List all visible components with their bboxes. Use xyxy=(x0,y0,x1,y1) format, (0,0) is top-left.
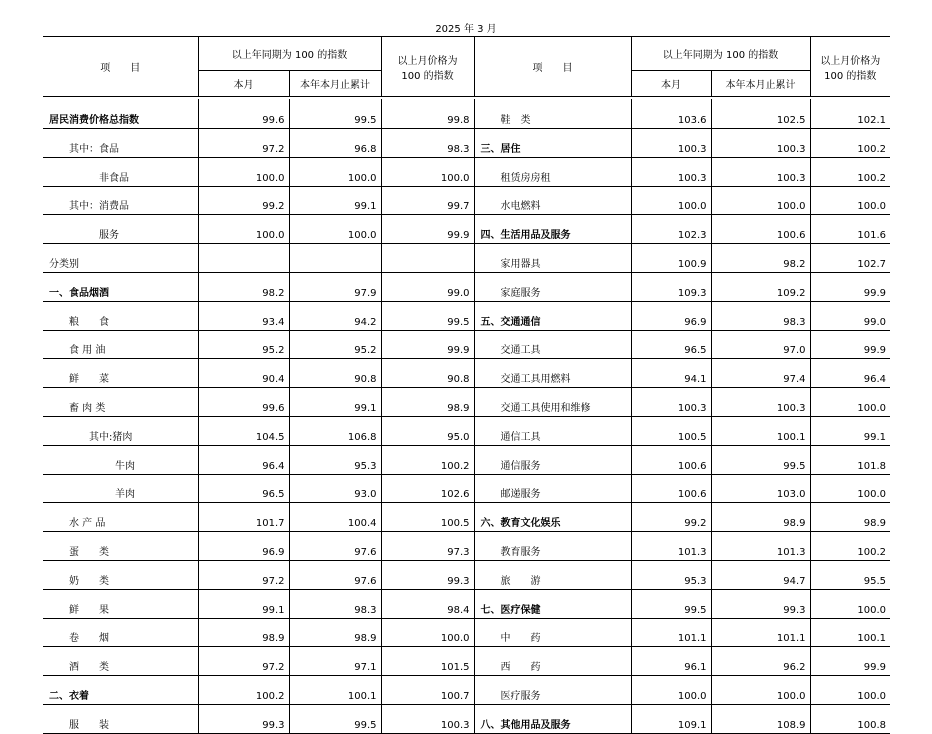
value-right-m: 101.1 xyxy=(631,618,711,647)
value-right-c: 101.1 xyxy=(711,618,810,647)
row-label-left: 服务 xyxy=(43,215,198,244)
value-left-c: 97.6 xyxy=(289,532,381,561)
table-row xyxy=(43,272,890,301)
value-right-m: 109.1 xyxy=(631,704,711,733)
value-left-p: 100.7 xyxy=(381,676,474,705)
row-label-left: 奶 类 xyxy=(43,560,198,589)
table-row xyxy=(43,474,890,503)
row-label-right: 中 药 xyxy=(474,618,631,647)
value-right-m: 102.3 xyxy=(631,215,711,244)
value-left-c xyxy=(289,244,381,273)
value-left-c: 97.6 xyxy=(289,560,381,589)
table-row xyxy=(43,244,890,273)
row-label-right: 交通工具用燃料 xyxy=(474,359,631,388)
value-left-c: 97.9 xyxy=(289,272,381,301)
value-left-m: 90.4 xyxy=(198,359,289,388)
row-label-right: 租赁房房租 xyxy=(474,157,631,186)
value-left-c: 100.0 xyxy=(289,215,381,244)
table-row xyxy=(43,503,890,532)
value-left-p: 99.9 xyxy=(381,215,474,244)
value-right-m: 100.0 xyxy=(631,186,711,215)
row-label-left: 牛肉 xyxy=(43,445,198,474)
row-label-right: 鞋 类 xyxy=(474,99,631,129)
row-label-right: 旅 游 xyxy=(474,560,631,589)
value-right-p: 100.2 xyxy=(810,157,890,186)
table-row xyxy=(43,99,890,129)
value-left-m: 100.0 xyxy=(198,215,289,244)
row-label-right: 七、医疗保健 xyxy=(474,589,631,618)
value-left-p: 100.3 xyxy=(381,704,474,733)
header-cumulative-right: 本年本月止累计 xyxy=(711,71,810,97)
value-right-m: 100.9 xyxy=(631,244,711,273)
value-right-m: 100.6 xyxy=(631,474,711,503)
header-mom-line1: 以上月价格为 xyxy=(397,55,458,67)
value-right-m: 96.1 xyxy=(631,647,711,676)
header-cumulative-left: 本年本月止累计 xyxy=(289,71,381,97)
value-right-p: 99.9 xyxy=(810,330,890,359)
value-right-c: 99.3 xyxy=(711,589,810,618)
table-row xyxy=(43,560,890,589)
value-left-m: 100.0 xyxy=(198,157,289,186)
row-label-left: 水 产 品 xyxy=(43,503,198,532)
value-right-p: 99.0 xyxy=(810,301,890,330)
table-row xyxy=(43,618,890,647)
value-right-c: 98.3 xyxy=(711,301,810,330)
value-right-m: 100.3 xyxy=(631,388,711,417)
row-label-left: 其中:猪肉 xyxy=(43,416,198,445)
value-left-m: 97.2 xyxy=(198,560,289,589)
report-date: 2025 年 3 月 xyxy=(435,24,497,35)
table-row xyxy=(43,330,890,359)
value-right-c: 99.5 xyxy=(711,445,810,474)
value-left-c: 98.9 xyxy=(289,618,381,647)
value-left-p: 99.9 xyxy=(381,330,474,359)
value-right-p: 99.1 xyxy=(810,416,890,445)
row-label-left: 一、食品烟酒 xyxy=(43,272,198,301)
value-right-p: 100.2 xyxy=(810,129,890,158)
table-row xyxy=(43,676,890,705)
row-label-right: 交通工具 xyxy=(474,330,631,359)
header-mom-line1: 以上月价格为 xyxy=(820,55,881,67)
value-right-c: 102.5 xyxy=(711,99,810,129)
row-label-right: 水电燃料 xyxy=(474,186,631,215)
value-left-p: 100.0 xyxy=(381,618,474,647)
value-left-p: 99.0 xyxy=(381,272,474,301)
header-mom-right xyxy=(810,37,890,97)
value-right-c: 100.0 xyxy=(711,186,810,215)
value-right-c: 96.2 xyxy=(711,647,810,676)
value-left-c: 100.0 xyxy=(289,157,381,186)
value-right-p: 101.6 xyxy=(810,215,890,244)
row-label-left: 粮 食 xyxy=(43,301,198,330)
header-this-month-right: 本月 xyxy=(631,71,711,97)
value-left-c: 98.3 xyxy=(289,589,381,618)
value-left-p: 99.5 xyxy=(381,301,474,330)
value-left-m: 97.2 xyxy=(198,647,289,676)
value-left-p: 102.6 xyxy=(381,474,474,503)
value-right-p: 100.0 xyxy=(810,186,890,215)
table-row xyxy=(43,215,890,244)
value-right-m: 109.3 xyxy=(631,272,711,301)
value-right-m: 96.5 xyxy=(631,330,711,359)
value-left-m: 99.6 xyxy=(198,99,289,129)
value-right-p: 100.0 xyxy=(810,474,890,503)
value-left-p: 99.3 xyxy=(381,560,474,589)
value-left-c: 99.1 xyxy=(289,186,381,215)
value-left-m: 98.2 xyxy=(198,272,289,301)
row-label-left: 分类别 xyxy=(43,244,198,273)
value-right-p: 98.9 xyxy=(810,503,890,532)
value-left-m: 99.1 xyxy=(198,589,289,618)
value-right-p: 102.7 xyxy=(810,244,890,273)
value-left-m: 101.7 xyxy=(198,503,289,532)
value-left-p: 101.5 xyxy=(381,647,474,676)
value-left-c: 93.0 xyxy=(289,474,381,503)
value-right-p: 99.9 xyxy=(810,272,890,301)
value-right-m: 100.3 xyxy=(631,157,711,186)
row-label-left: 其中：消费品 xyxy=(43,186,198,215)
row-label-left: 居民消费价格总指数 xyxy=(43,99,198,129)
value-right-m: 100.3 xyxy=(631,129,711,158)
table-row xyxy=(43,129,890,158)
row-label-left: 非食品 xyxy=(43,157,198,186)
row-label-right: 通信工具 xyxy=(474,416,631,445)
value-right-c: 97.4 xyxy=(711,359,810,388)
value-right-c: 100.3 xyxy=(711,388,810,417)
value-left-c: 90.8 xyxy=(289,359,381,388)
value-right-m: 100.5 xyxy=(631,416,711,445)
row-label-right: 西 药 xyxy=(474,647,631,676)
value-right-p: 100.0 xyxy=(810,676,890,705)
row-label-right: 教育服务 xyxy=(474,532,631,561)
value-left-c: 94.2 xyxy=(289,301,381,330)
value-left-m: 98.9 xyxy=(198,618,289,647)
row-label-left: 蛋 类 xyxy=(43,532,198,561)
table-row xyxy=(43,647,890,676)
value-left-p: 98.3 xyxy=(381,129,474,158)
header-mom-line2: 100 的指数 xyxy=(401,70,454,82)
row-label-right: 六、教育文化娱乐 xyxy=(474,503,631,532)
value-left-m: 96.5 xyxy=(198,474,289,503)
value-right-m: 101.3 xyxy=(631,532,711,561)
value-right-c: 100.6 xyxy=(711,215,810,244)
value-left-m: 96.9 xyxy=(198,532,289,561)
value-right-p: 101.8 xyxy=(810,445,890,474)
value-right-c: 98.2 xyxy=(711,244,810,273)
table-header xyxy=(43,37,890,97)
value-right-m: 99.2 xyxy=(631,503,711,532)
value-left-p: 95.0 xyxy=(381,416,474,445)
row-label-left: 卷 烟 xyxy=(43,618,198,647)
table-row xyxy=(43,186,890,215)
header-yoy-left: 以上年同期为 100 的指数 xyxy=(198,37,381,71)
value-left-p: 100.2 xyxy=(381,445,474,474)
value-right-m: 99.5 xyxy=(631,589,711,618)
value-left-c: 100.4 xyxy=(289,503,381,532)
value-left-m: 97.2 xyxy=(198,129,289,158)
table-row xyxy=(43,445,890,474)
value-left-p: 97.3 xyxy=(381,532,474,561)
value-right-c: 100.3 xyxy=(711,129,810,158)
value-right-p: 96.4 xyxy=(810,359,890,388)
table-row xyxy=(43,388,890,417)
value-right-c: 101.3 xyxy=(711,532,810,561)
value-left-m: 99.3 xyxy=(198,704,289,733)
value-right-p: 102.1 xyxy=(810,99,890,129)
value-right-p: 100.1 xyxy=(810,618,890,647)
value-left-c: 100.1 xyxy=(289,676,381,705)
row-label-left: 服 装 xyxy=(43,704,198,733)
row-label-right: 三、居住 xyxy=(474,129,631,158)
value-right-c: 97.0 xyxy=(711,330,810,359)
value-right-p: 99.9 xyxy=(810,647,890,676)
value-right-p: 100.2 xyxy=(810,532,890,561)
value-left-p xyxy=(381,244,474,273)
value-left-p: 98.9 xyxy=(381,388,474,417)
value-right-m: 100.6 xyxy=(631,445,711,474)
row-label-left: 鲜 果 xyxy=(43,589,198,618)
value-left-m: 99.6 xyxy=(198,388,289,417)
header-yoy-right: 以上年同期为 100 的指数 xyxy=(631,37,810,71)
value-left-p: 99.7 xyxy=(381,186,474,215)
value-left-c: 96.8 xyxy=(289,129,381,158)
header-this-month-left: 本月 xyxy=(198,71,289,97)
value-right-c: 98.9 xyxy=(711,503,810,532)
value-right-c: 100.0 xyxy=(711,676,810,705)
table-row xyxy=(43,589,890,618)
value-left-m: 93.4 xyxy=(198,301,289,330)
value-left-p: 98.4 xyxy=(381,589,474,618)
header-mom-left xyxy=(381,37,474,97)
row-label-left: 鲜 菜 xyxy=(43,359,198,388)
table-row xyxy=(43,359,890,388)
value-right-p: 100.8 xyxy=(810,704,890,733)
value-right-p: 95.5 xyxy=(810,560,890,589)
table-row xyxy=(43,416,890,445)
value-left-c: 95.3 xyxy=(289,445,381,474)
value-left-m: 95.2 xyxy=(198,330,289,359)
row-label-right: 五、交通通信 xyxy=(474,301,631,330)
value-right-m: 94.1 xyxy=(631,359,711,388)
row-label-left: 二、衣着 xyxy=(43,676,198,705)
row-label-left: 食 用 油 xyxy=(43,330,198,359)
row-label-right: 邮递服务 xyxy=(474,474,631,503)
row-label-right: 医疗服务 xyxy=(474,676,631,705)
value-left-c: 95.2 xyxy=(289,330,381,359)
row-label-left: 畜 肉 类 xyxy=(43,388,198,417)
value-left-m: 100.2 xyxy=(198,676,289,705)
value-left-c: 99.5 xyxy=(289,704,381,733)
value-left-p: 100.0 xyxy=(381,157,474,186)
value-left-p: 99.8 xyxy=(381,99,474,129)
row-label-left: 羊肉 xyxy=(43,474,198,503)
value-right-m: 95.3 xyxy=(631,560,711,589)
row-label-left: 酒 类 xyxy=(43,647,198,676)
row-label-right: 交通工具使用和维修 xyxy=(474,388,631,417)
value-left-c: 99.5 xyxy=(289,99,381,129)
table-row xyxy=(43,301,890,330)
row-label-right: 八、其他用品及服务 xyxy=(474,704,631,733)
row-label-right: 通信服务 xyxy=(474,445,631,474)
value-right-m: 96.9 xyxy=(631,301,711,330)
value-right-c: 100.3 xyxy=(711,157,810,186)
table-row xyxy=(43,157,890,186)
table-row xyxy=(43,532,890,561)
value-left-c: 99.1 xyxy=(289,388,381,417)
header-mom-line2: 100 的指数 xyxy=(824,70,877,82)
value-left-c: 106.8 xyxy=(289,416,381,445)
value-left-c: 97.1 xyxy=(289,647,381,676)
row-label-left: 其中：食品 xyxy=(43,129,198,158)
header-item-right: 项 目 xyxy=(474,37,631,97)
value-right-c: 100.1 xyxy=(711,416,810,445)
value-right-p: 100.0 xyxy=(810,388,890,417)
header-item-left: 项 目 xyxy=(43,37,198,97)
value-left-m: 104.5 xyxy=(198,416,289,445)
value-right-c: 103.0 xyxy=(711,474,810,503)
value-left-m: 96.4 xyxy=(198,445,289,474)
value-right-m: 100.0 xyxy=(631,676,711,705)
row-label-right: 家用器具 xyxy=(474,244,631,273)
table-body xyxy=(43,97,890,734)
table-row xyxy=(43,704,890,733)
value-right-p: 100.0 xyxy=(810,589,890,618)
value-left-p: 100.5 xyxy=(381,503,474,532)
row-label-right: 家庭服务 xyxy=(474,272,631,301)
cpi-table xyxy=(43,36,890,734)
value-left-m: 99.2 xyxy=(198,186,289,215)
row-label-right: 四、生活用品及服务 xyxy=(474,215,631,244)
value-left-p: 90.8 xyxy=(381,359,474,388)
value-right-m: 103.6 xyxy=(631,99,711,129)
value-right-c: 109.2 xyxy=(711,272,810,301)
value-left-m xyxy=(198,244,289,273)
value-right-c: 108.9 xyxy=(711,704,810,733)
value-right-c: 94.7 xyxy=(711,560,810,589)
